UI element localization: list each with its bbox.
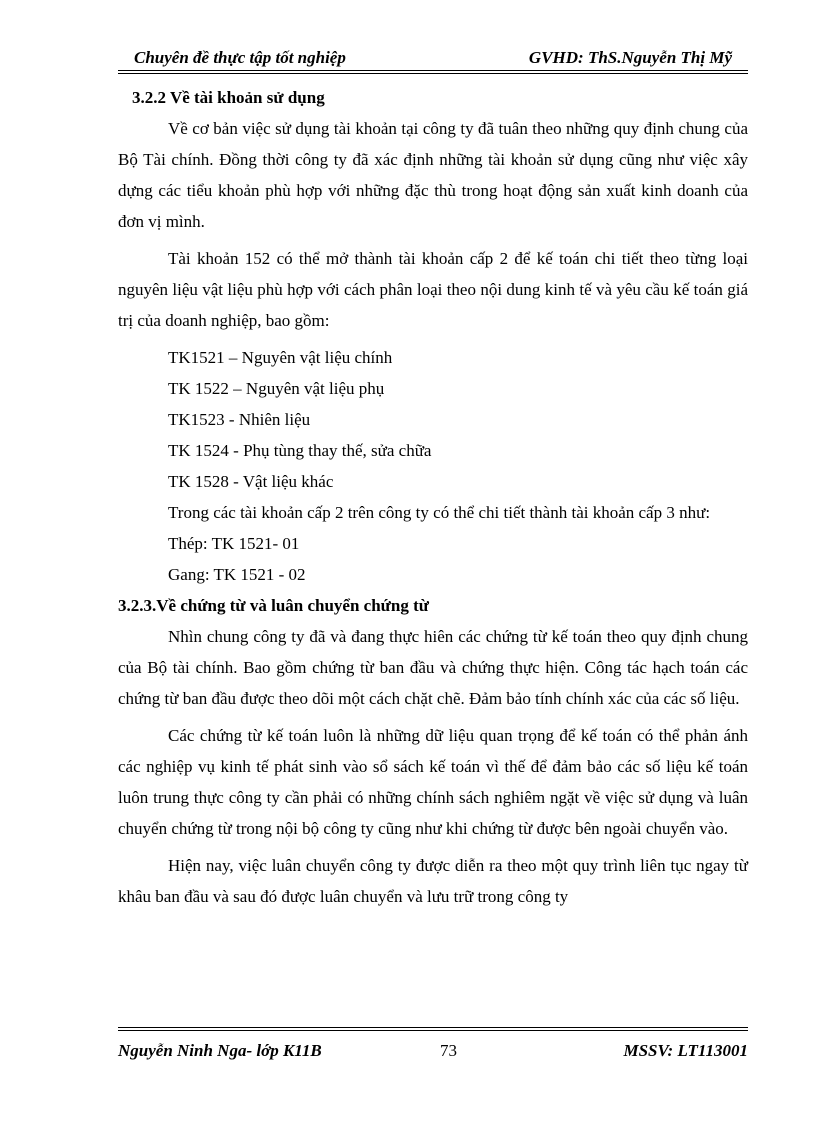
account-item: TK 1528 - Vật liệu khác bbox=[168, 472, 334, 491]
section-heading-3-2-3: 3.2.3.Về chứng từ và luân chuyển chứng từ bbox=[118, 596, 429, 615]
account-item: TK1521 – Nguyên vật liệu chính bbox=[168, 348, 393, 367]
paragraph: Nhìn chung công ty đã và đang thực hiên các chứng từ kế toán theo quy định chung của Bộ tài chính. Bao gồm chứng từ ban đầu và chứng thực hiện. Công tác hạch toán các chứng từ ban đầu được theo dõi một cách chặt chẽ. Đảm bảo tính chính xác của các số liệu. bbox=[118, 627, 748, 708]
header-title: Chuyên đề thực tập tốt nghiệp bbox=[134, 48, 346, 67]
page-number: 73 bbox=[440, 1041, 457, 1060]
section-heading-3-2-2: 3.2.2 Về tài khoản sử dụng bbox=[132, 88, 325, 107]
paragraph: Các chứng từ kế toán luôn là những dữ liệu quan trọng để kế toán có thể phản ánh các nghiệp vụ kinh tế phát sinh vào sổ sách kế toán vì thế để đảm bảo các số liệu kế toán luôn trung thực công ty cần phải có những chính sách nghiêm ngặt về việc sử dụng và luân chuyển chứng từ trong nội bộ công ty cũng như khi chứng từ được bên ngoài chuyển vào. bbox=[118, 726, 748, 838]
paragraph: Về cơ bản việc sử dụng tài khoản tại công ty đã tuân theo những quy định chung của Bộ Tài chính. Đồng thời công ty đã xác định những tài khoản sử dụng cũng như việc xây dựng các tiểu khoản phù hợp với những đặc thù trong hoạt động sản xuất kinh doanh của đơn vị mình. bbox=[118, 119, 748, 231]
paragraph: Tài khoản 152 có thể mở thành tài khoản cấp 2 để kế toán chi tiết theo từng loại nguyên liệu vật liệu phù hợp với cách phân loại theo nội dung kinh tế và yêu cầu kế toán giá trị của doanh nghiệp, bao gồm: bbox=[118, 249, 748, 330]
document-body bbox=[118, 82, 748, 912]
paragraph: Trong các tài khoản cấp 2 trên công ty có thể chi tiết thành tài khoản cấp 3 như: bbox=[168, 503, 711, 522]
account-item: TK1523 - Nhiên liệu bbox=[168, 410, 311, 429]
page-footer bbox=[118, 1030, 748, 1061]
sub-account-item: Thép: TK 1521- 01 bbox=[168, 534, 300, 553]
page-header bbox=[118, 44, 748, 71]
footer-author: Nguyễn Ninh Nga- lớp K11B bbox=[118, 1041, 322, 1060]
footer-student-id: MSSV: LT113001 bbox=[623, 1041, 748, 1060]
header-advisor: GVHD: ThS.Nguyễn Thị Mỹ bbox=[528, 48, 732, 67]
account-item: TK 1524 - Phụ tùng thay thế, sửa chữa bbox=[168, 441, 432, 460]
sub-account-item: Gang: TK 1521 - 02 bbox=[168, 565, 306, 584]
account-item: TK 1522 – Nguyên vật liệu phụ bbox=[168, 379, 385, 398]
paragraph: Hiện nay, việc luân chuyển công ty được diễn ra theo một quy trình liên tục ngay từ khâu ban đầu và sau đó được luân chuyển và lưu trữ trong công ty bbox=[118, 856, 748, 906]
